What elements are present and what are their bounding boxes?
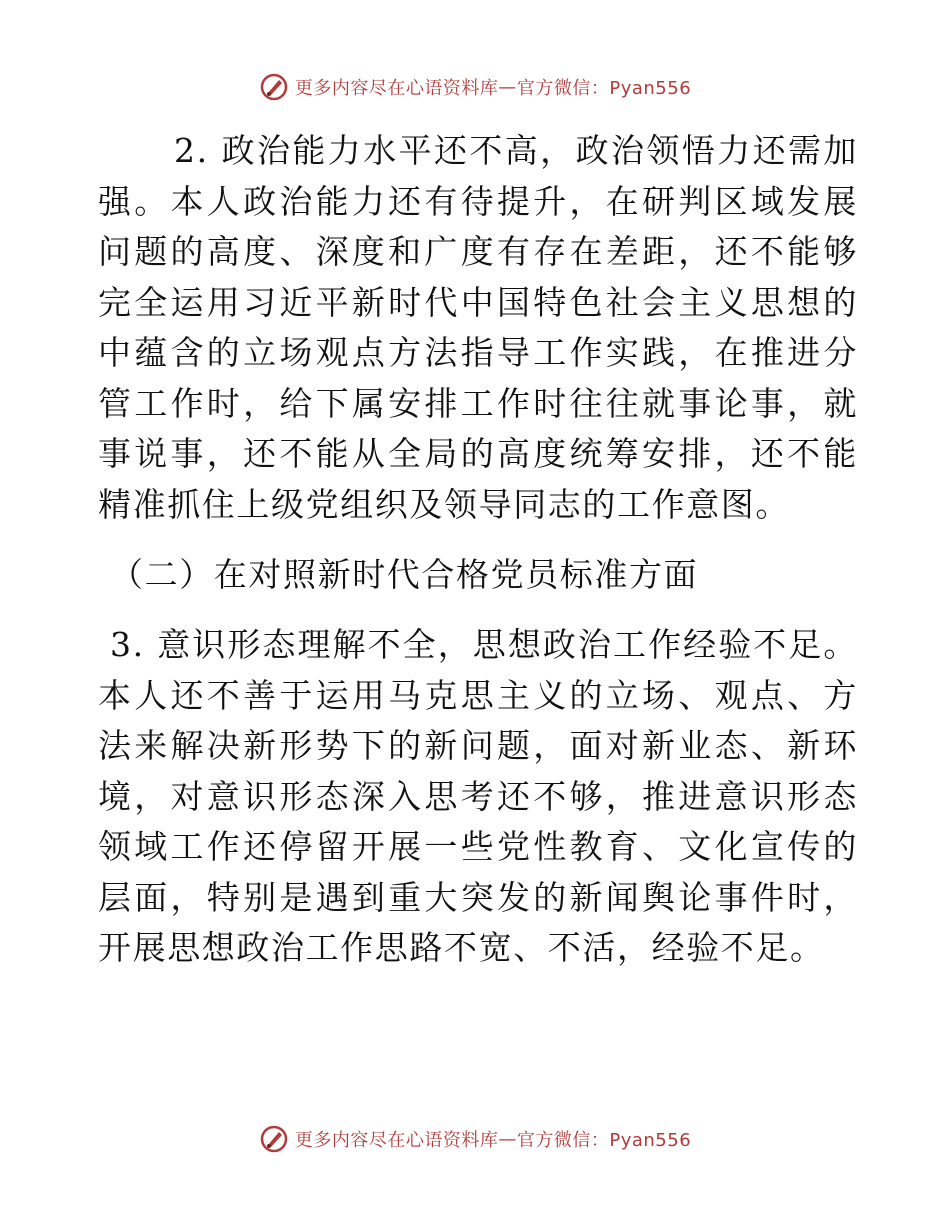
header-watermark-banner	[0, 72, 950, 102]
banner-dash: —	[498, 76, 517, 98]
banner-wechat: 官方微信：Pyan556	[516, 78, 692, 99]
footer-watermark-banner	[0, 1124, 950, 1154]
banner-prefix: 更多内容尽在心语资料库	[294, 78, 499, 99]
banner-wechat: 官方微信：Pyan556	[516, 1130, 692, 1151]
pen-nib-logo-icon	[259, 1124, 289, 1154]
banner-dash: —	[498, 1128, 517, 1150]
section-heading: （二）在对照新时代合格党员标准方面	[110, 555, 699, 594]
paragraph-political-ability: 2. 政治能力水平还不高，政治领悟力还需加强。本人政治能力还有待提升，在研判区域发展问题的高度、深度和广度有存在差距，还不能够完全运用习近平新时代中国特色社会主义思想的中蕴含的立场观点方法指导工作实践，在推进分管工作时，给下属安排工作时往往就事论事，就事说事，还不能从全局的高度统筹安排，还不能精准抓住上级党组织及领导同志的工作意图。	[98, 131, 858, 524]
banner-prefix: 更多内容尽在心语资料库	[294, 1130, 499, 1151]
document-body	[98, 126, 858, 974]
pen-nib-logo-icon	[259, 72, 289, 102]
paragraph-ideology: 3. 意识形态理解不全，思想政治工作经验不足。本人还不善于运用马克思主义的立场、观点、方法来解决新形势下的新问题，面对新业态、新环境，对意识形态深入思考还不够，推进意识形态领域工作还停留开展一些党性教育、文化宣传的层面，特别是遇到重大突发的新闻舆论事件时，开展思想政治工作思路不宽、不活，经验不足。	[98, 625, 858, 967]
